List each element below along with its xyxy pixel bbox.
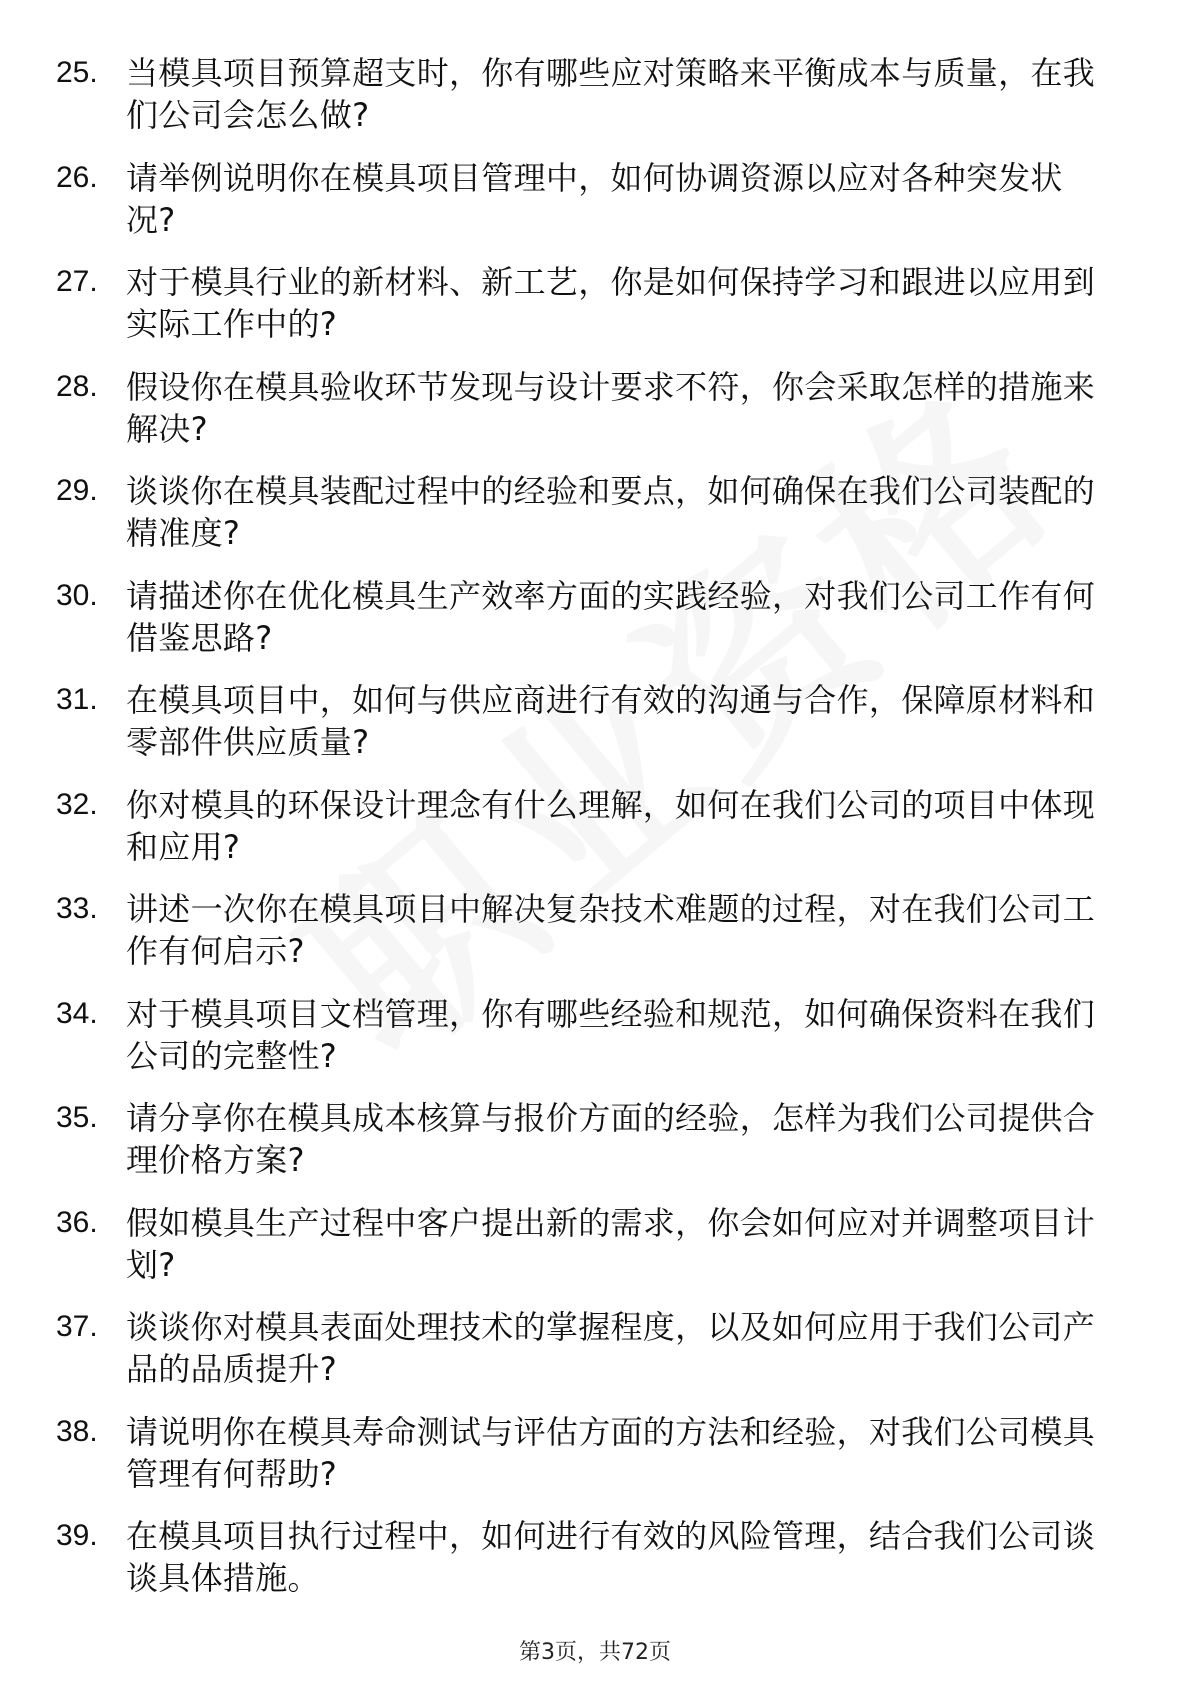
- list-item: [56, 575, 1106, 680]
- list-item: [56, 1306, 1106, 1411]
- question-text: 对于模具项目文档管理，你有哪些经验和规范，如何确保资料在我们公司的完整性?: [126, 994, 1096, 1075]
- list-item: [56, 679, 1106, 784]
- question-number: 32.: [56, 787, 98, 821]
- list-item: [56, 1411, 1106, 1516]
- question-text: 对于模具行业的新材料、新工艺，你是如何保持学习和跟进以应用到实际工作中的?: [126, 263, 1096, 343]
- question-text: 请描述你在优化模具生产效率方面的实践经验，对我们公司工作有何借鉴思路?: [126, 576, 1096, 657]
- list-item: [56, 888, 1106, 993]
- question-text: 当模具项目预算超支时，你有哪些应对策略来平衡成本与质量，在我们公司会怎么做?: [126, 54, 1096, 134]
- question-number: 27.: [56, 265, 98, 298]
- question-text: 谈谈你对模具表面处理技术的掌握程度，以及如何应用于我们公司产品的品质提升?: [126, 1308, 1096, 1388]
- question-number: 26.: [56, 160, 98, 194]
- list-item: [56, 1202, 1106, 1307]
- page-footer: [0, 1635, 1190, 1666]
- question-number: 29.: [56, 474, 98, 507]
- question-number: 31.: [56, 683, 98, 716]
- list-item: [56, 157, 1106, 262]
- question-text: 谈谈你在模具装配过程中的经验和要点，如何确保在我们公司装配的精准度?: [126, 472, 1096, 552]
- question-number: 38.: [56, 1414, 98, 1448]
- question-number: 37.: [56, 1310, 98, 1343]
- list-item: [56, 993, 1106, 1098]
- question-text: 在模具项目中，如何与供应商进行有效的沟通与合作，保障原材料和零部件供应质量?: [126, 681, 1096, 761]
- question-text: 假设你在模具验收环节发现与设计要求不符，你会采取怎样的措施来解决?: [126, 367, 1096, 448]
- question-text: 你对模具的环保设计理念有什么理解，如何在我们公司的项目中体现和应用?: [126, 785, 1096, 866]
- list-item: [56, 470, 1106, 575]
- question-text: 请说明你在模具寿命测试与评估方面的方法和经验，对我们公司模具管理有何帮助?: [126, 1412, 1096, 1493]
- question-text: 讲述一次你在模具项目中解决复杂技术难题的过程，对在我们公司工作有何启示?: [126, 890, 1096, 970]
- question-text: 请分享你在模具成本核算与报价方面的经验，怎样为我们公司提供合理价格方案?: [126, 1099, 1096, 1179]
- question-number: 39.: [56, 1519, 98, 1552]
- question-text: 请举例说明你在模具项目管理中，如何协调资源以应对各种突发状况?: [126, 158, 1063, 239]
- list-item: [56, 261, 1106, 366]
- list-item: [56, 1515, 1106, 1620]
- question-number: 30.: [56, 578, 98, 612]
- list-item: [56, 366, 1106, 471]
- list-item: [56, 1097, 1106, 1202]
- question-number: 36.: [56, 1205, 98, 1239]
- question-number: 33.: [56, 892, 98, 925]
- question-number: 34.: [56, 996, 98, 1030]
- list-item: [56, 784, 1106, 889]
- question-list: [56, 52, 1106, 1620]
- question-text: 在模具项目执行过程中，如何进行有效的风险管理，结合我们公司谈谈具体措施。: [126, 1517, 1096, 1597]
- question-number: 25.: [56, 56, 98, 89]
- list-item: [56, 52, 1106, 157]
- question-number: 35.: [56, 1101, 98, 1134]
- question-text: 假如模具生产过程中客户提出新的需求，你会如何应对并调整项目计划?: [126, 1203, 1096, 1284]
- question-number: 28.: [56, 369, 98, 403]
- page-number-label: 第3页，共72页: [519, 1640, 671, 1665]
